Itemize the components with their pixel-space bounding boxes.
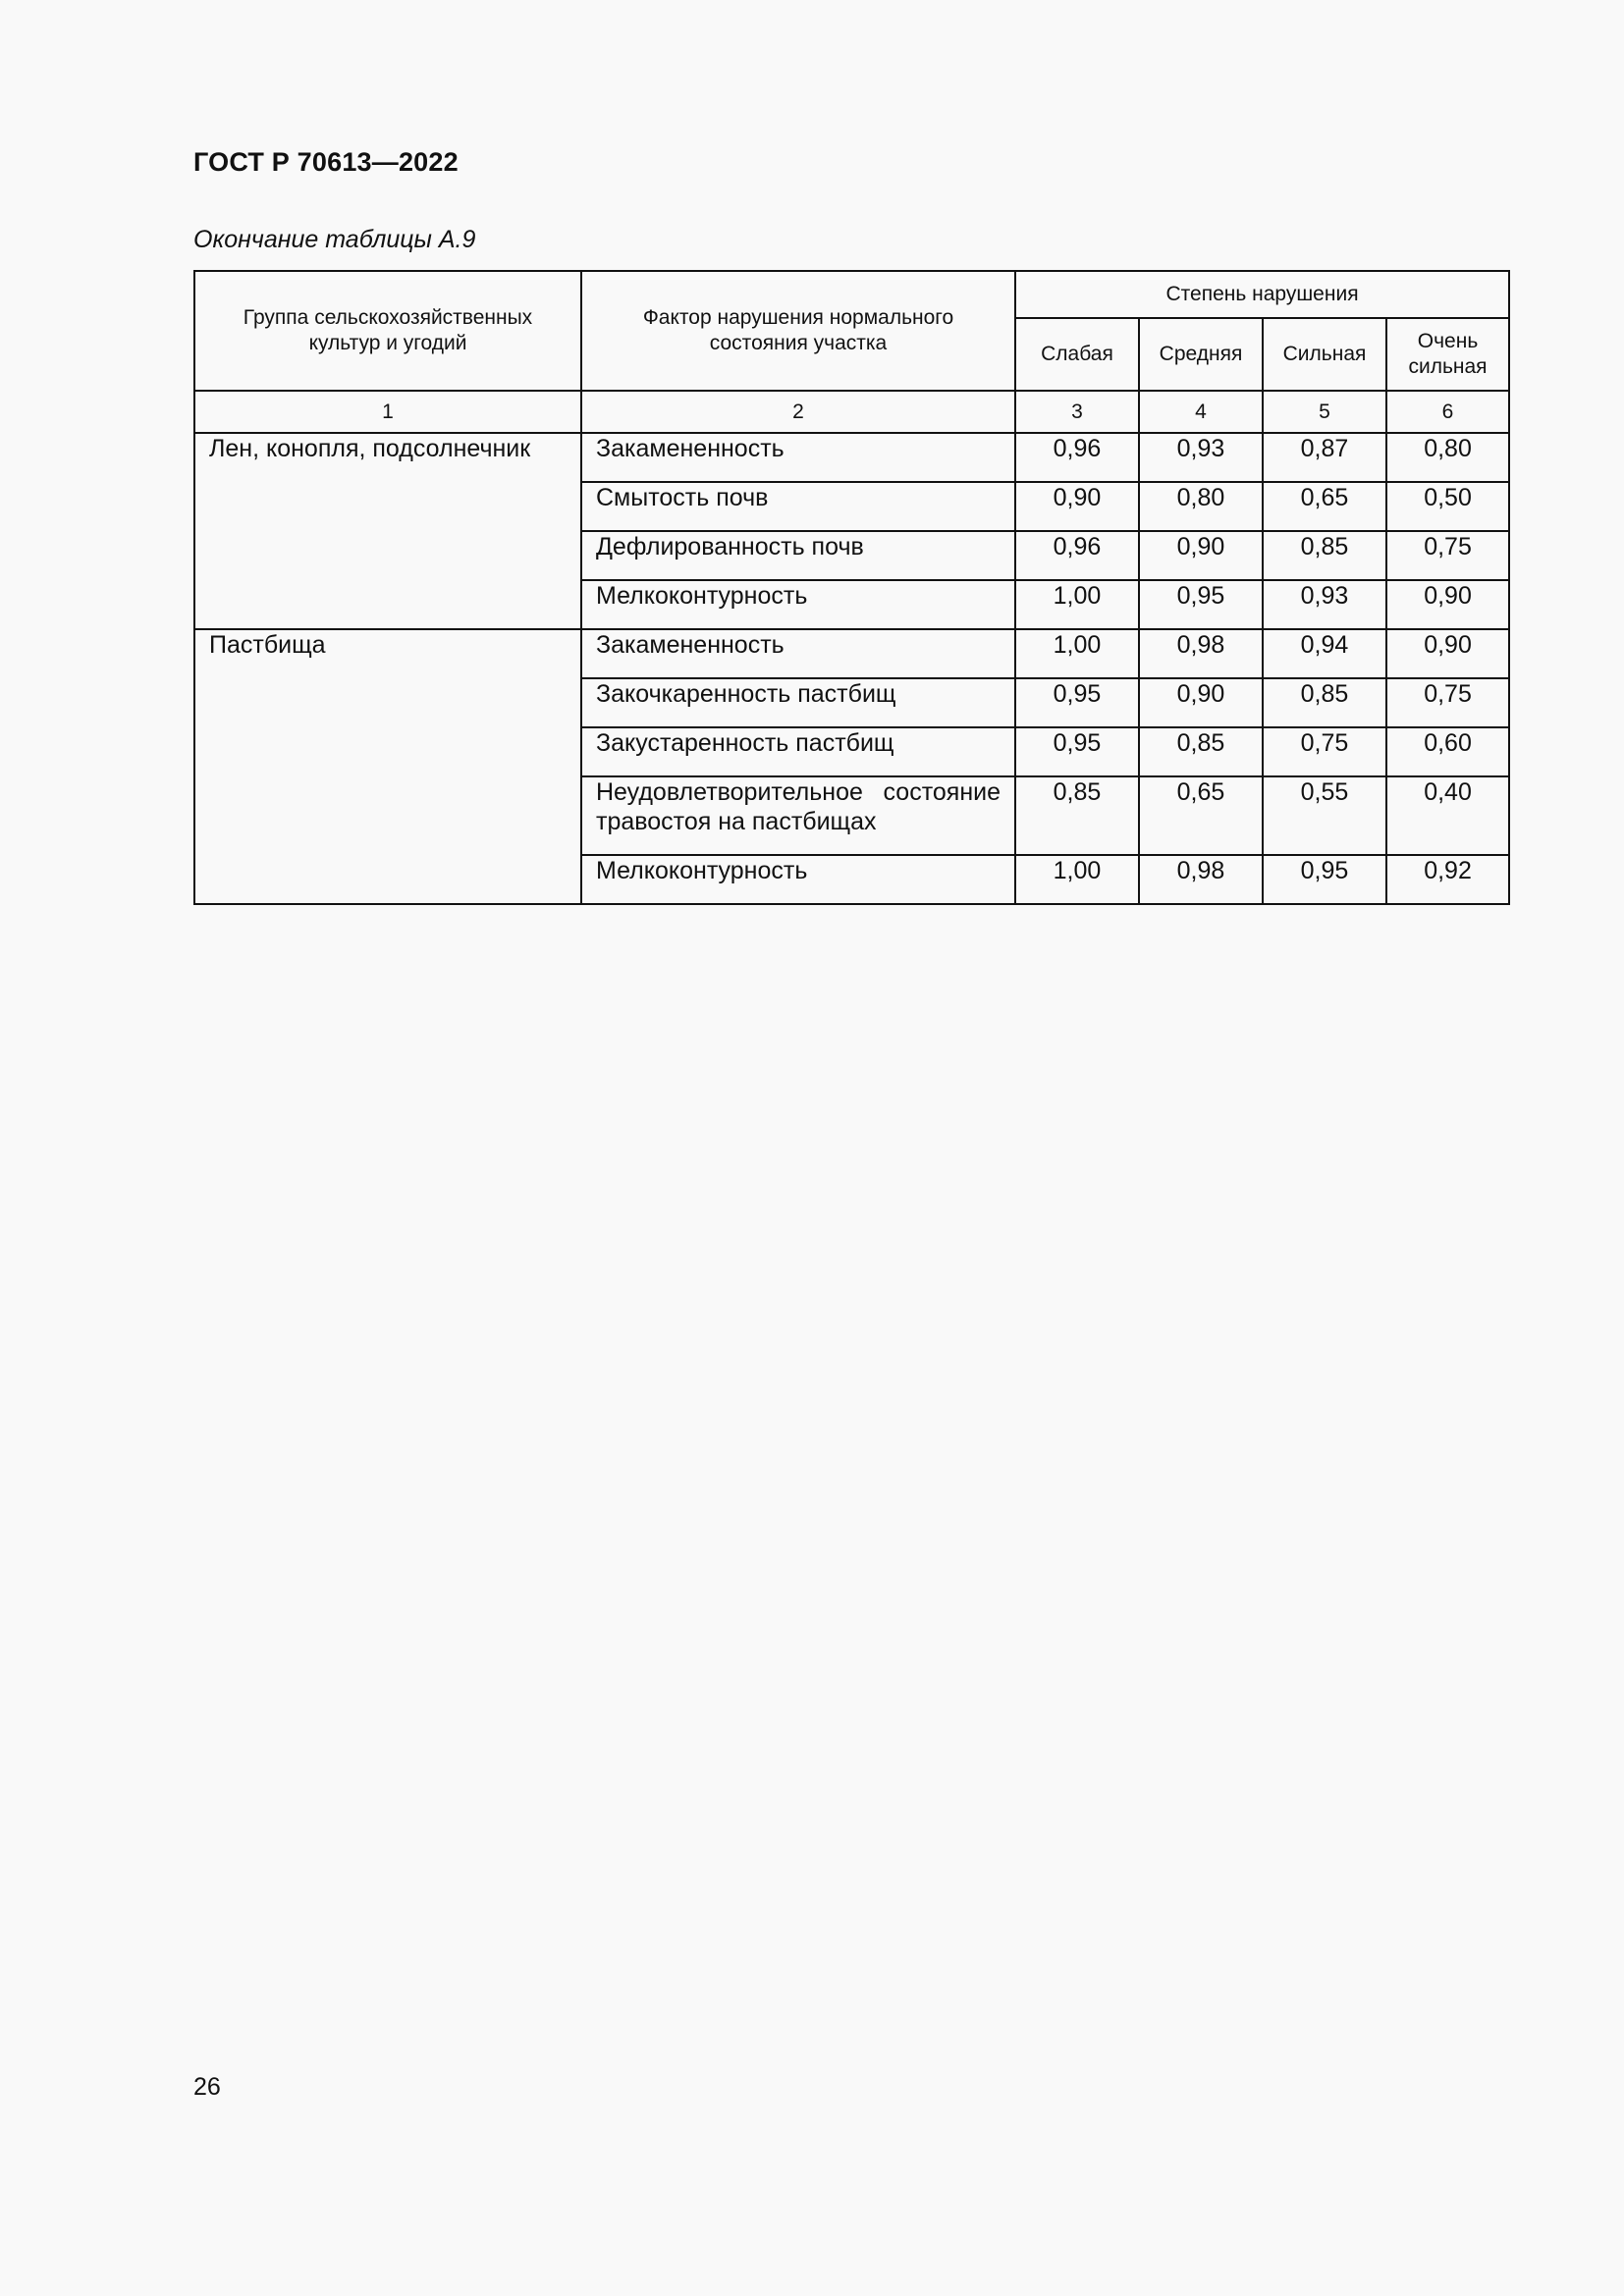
header-degree: Степень нарушения [1015,271,1509,318]
value-cell: 0,98 [1139,855,1263,904]
value-cell: 0,94 [1263,629,1386,678]
value-cell: 0,90 [1139,678,1263,727]
value-cell: 0,90 [1386,629,1509,678]
factor-cell: Закочкаренность пастбищ [581,678,1015,727]
factor-cell: Мелкоконтурность [581,855,1015,904]
value-cell: 0,93 [1139,433,1263,482]
header-group: Группа сельскохозяйственных культур и угодий [194,271,581,391]
value-cell: 0,96 [1015,433,1139,482]
group-cell: Лен, конопля, подсолнечник [194,433,581,629]
value-cell: 0,93 [1263,580,1386,629]
factor-cell: Неудовлетворительное состояние травостоя на пастбищах [581,776,1015,855]
column-number: 5 [1263,391,1386,433]
factor-cell: Мелкоконтурность [581,580,1015,629]
value-cell: 0,92 [1386,855,1509,904]
factor-cell: Смытость почв [581,482,1015,531]
value-cell: 0,87 [1263,433,1386,482]
header-degree-medium: Средняя [1139,318,1263,391]
value-cell: 1,00 [1015,580,1139,629]
value-cell: 0,75 [1263,727,1386,776]
column-number: 4 [1139,391,1263,433]
document-header: ГОСТ Р 70613—2022 [193,147,459,177]
table-row [194,629,1509,678]
value-cell: 0,80 [1139,482,1263,531]
value-cell: 0,50 [1386,482,1509,531]
value-cell: 1,00 [1015,629,1139,678]
column-number: 6 [1386,391,1509,433]
value-cell: 0,96 [1015,531,1139,580]
table-caption: Окончание таблицы А.9 [193,226,476,253]
value-cell: 0,95 [1139,580,1263,629]
value-cell: 1,00 [1015,855,1139,904]
factor-cell: Закамененность [581,433,1015,482]
value-cell: 0,90 [1015,482,1139,531]
factor-cell: Закамененность [581,629,1015,678]
value-cell: 0,75 [1386,678,1509,727]
column-number: 2 [581,391,1015,433]
factor-cell: Закустаренность пастбищ [581,727,1015,776]
value-cell: 0,55 [1263,776,1386,855]
value-cell: 0,95 [1263,855,1386,904]
value-cell: 0,95 [1015,678,1139,727]
header-degree-weak: Слабая [1015,318,1139,391]
value-cell: 0,85 [1263,678,1386,727]
header-degree-very-strong: Очень сильная [1386,318,1509,391]
value-cell: 0,40 [1386,776,1509,855]
value-cell: 0,90 [1139,531,1263,580]
coefficient-table [193,270,1510,905]
table-row [194,433,1509,482]
value-cell: 0,98 [1139,629,1263,678]
value-cell: 0,60 [1386,727,1509,776]
value-cell: 0,65 [1263,482,1386,531]
column-number: 3 [1015,391,1139,433]
value-cell: 0,85 [1263,531,1386,580]
value-cell: 0,95 [1015,727,1139,776]
value-cell: 0,65 [1139,776,1263,855]
factor-cell: Дефлированность почв [581,531,1015,580]
value-cell: 0,90 [1386,580,1509,629]
value-cell: 0,80 [1386,433,1509,482]
header-factor: Фактор нарушения нормального состояния участка [581,271,1015,391]
value-cell: 0,85 [1139,727,1263,776]
page-number: 26 [193,2073,221,2101]
group-cell: Пастбища [194,629,581,904]
column-number: 1 [194,391,581,433]
header-degree-strong: Сильная [1263,318,1386,391]
value-cell: 0,85 [1015,776,1139,855]
value-cell: 0,75 [1386,531,1509,580]
